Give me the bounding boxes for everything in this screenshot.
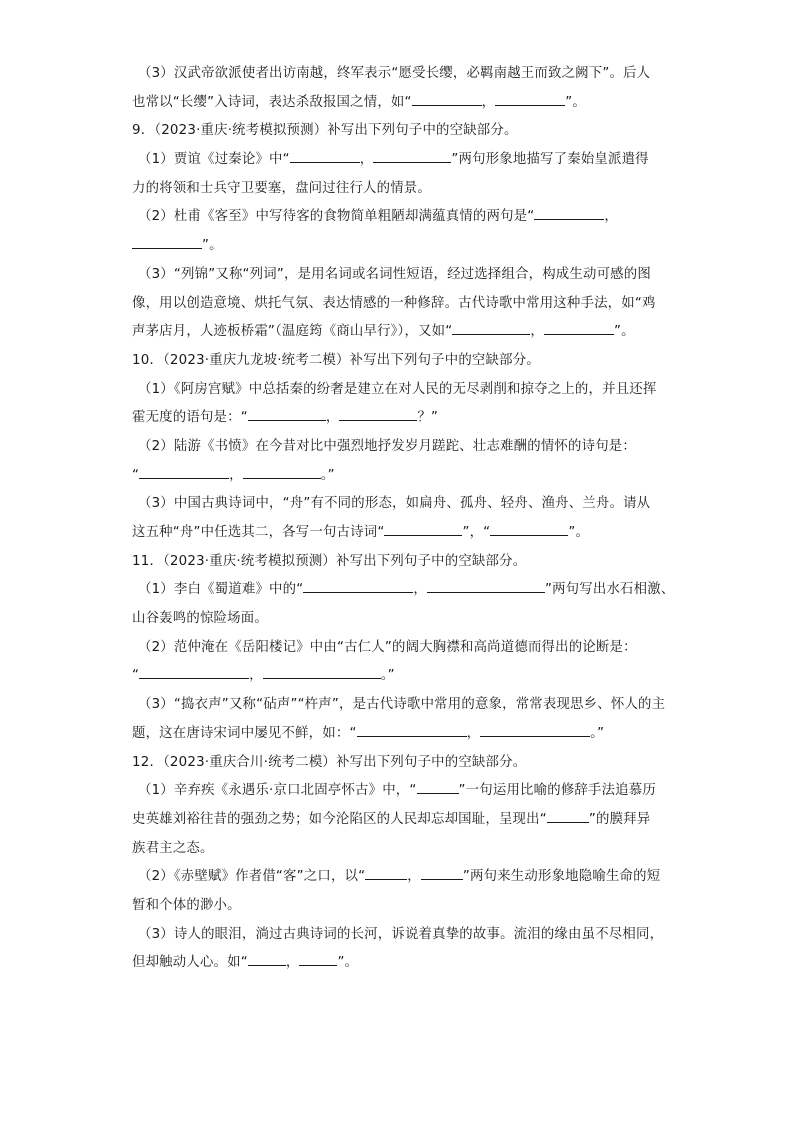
text: ， <box>413 582 427 598</box>
question-header: 11．（2023·重庆·统考模拟预测）补写出下列句子中的空缺部分。 <box>132 553 527 569</box>
text: （1）李白《蜀道难》中的“ <box>138 582 304 598</box>
answer-blank[interactable] <box>248 950 286 966</box>
q12-item2-line2 <box>132 892 662 921</box>
text: ， <box>285 955 300 971</box>
text: ”。 <box>613 324 635 340</box>
question-12-header <box>132 749 662 778</box>
q11-item3-line2 <box>132 720 662 749</box>
text: ”两句写出水石相激、 <box>544 582 675 598</box>
text: 题，这在唐诗宋词中屡见不鲜，如：“ <box>132 725 357 741</box>
answer-blank[interactable] <box>248 405 326 421</box>
text: （2）范仲淹在《岳阳楼记》中由“古仁人”的阔大胸襟和高尚道德而得出的论断是： <box>138 639 637 655</box>
q11-item1-line2 <box>132 605 662 634</box>
text: （3）中国古典诗词中，“舟”有不同的形态，如扁舟、孤舟、轻舟、渔舟、兰舟。请从 <box>138 496 651 512</box>
text: ”。 <box>568 525 590 540</box>
text: ， <box>325 410 340 426</box>
q10-item1-line2 <box>132 404 662 433</box>
q9-item1-line2 <box>132 175 662 204</box>
text: 。” <box>590 725 605 741</box>
text: 但却触动人心。如“ <box>132 955 248 971</box>
question-10-header <box>132 347 662 376</box>
text: （3）诗人的眼泪，淌过古典诗词的长河，诉说着真挚的故事。流泪的缘由虽不尽相同， <box>138 926 664 942</box>
q9-item2-line1 <box>132 203 662 232</box>
answer-blank[interactable] <box>384 520 462 536</box>
q12-item3-line2 <box>132 949 662 978</box>
text: （2）《赤壁赋》作者借“客”之口，以“ <box>138 869 366 885</box>
answer-blank[interactable] <box>139 463 229 479</box>
text: ， <box>481 94 496 110</box>
q11-item3-line1 <box>132 691 666 720</box>
text: ， <box>229 467 243 483</box>
q8-item3-line1 <box>132 60 662 89</box>
answer-blank[interactable] <box>452 319 530 335</box>
text: ”。 <box>565 94 586 110</box>
q11-item1-line1 <box>132 576 675 605</box>
text: 史英雄刘裕往昔的强劲之势；如今沦陷区的人民却忘却国耻，呈现出“ <box>132 811 547 827</box>
text: （1）辛弃疾《永遇乐·京口北固亭怀古》中，“ <box>138 783 417 799</box>
text: ， <box>530 324 544 340</box>
text: （1）《阿房宫赋》中总括秦的纷奢是建立在对人民的无尽剥削和掠夺之上的，并且还挥 <box>138 381 657 397</box>
text: ， <box>407 869 421 885</box>
answer-blank[interactable] <box>417 778 459 794</box>
answer-blank[interactable] <box>480 721 590 737</box>
text: ”。 <box>202 238 223 254</box>
answer-blank[interactable] <box>495 90 565 106</box>
text: 族君主之态。 <box>132 840 214 856</box>
text: （3）“列锦”又称“列词”，是用名词或名词性短语，经过选择组合，构成生动可感的图 <box>138 266 651 282</box>
answer-blank[interactable] <box>132 233 202 249</box>
text: ”。 <box>337 955 359 971</box>
text: ？” <box>417 410 439 426</box>
answer-blank[interactable] <box>427 577 545 593</box>
answer-blank[interactable] <box>534 204 604 220</box>
text: 。” <box>320 467 335 483</box>
text: ， <box>249 668 263 684</box>
answer-blank[interactable] <box>490 520 568 536</box>
text: （1）贾谊《过秦论》中“ <box>138 152 290 168</box>
q9-item1-line1 <box>132 146 662 175</box>
answer-blank[interactable] <box>544 319 614 335</box>
text: ”两句形象地描写了秦始皇派遣得 <box>451 152 649 168</box>
q12-item1-line3 <box>132 835 662 864</box>
answer-blank[interactable] <box>357 721 467 737</box>
question-9-header <box>132 117 662 146</box>
document-content <box>132 60 675 978</box>
text: ， <box>604 209 618 225</box>
text: 像，用以创造意境、烘托气氛、表达情感的一种修辞。古代诗歌中常用这种手法，如“鸡 <box>132 295 656 311</box>
q11-item2-line1 <box>132 634 662 663</box>
text: 暂和个体的渺小。 <box>132 897 241 913</box>
text: （2）杜甫《客至》中写待客的食物简单粗陋却满蕴真情的两句是“ <box>138 209 535 225</box>
text: “ <box>132 668 140 684</box>
text: 声茅店月，人迹板桥霜”（温庭筠《商山早行》），又如“ <box>132 324 453 340</box>
answer-blank[interactable] <box>373 147 451 163</box>
question-header: 10．（2023·重庆九龙坡·统考二模）补写出下列句子中的空缺部分。 <box>132 352 540 368</box>
text: （3）汉武帝欲派使者出访南越，终军表示“愿受长缨，必羁南越王而致之阙下”。后人 <box>138 66 651 81</box>
text: ”一句运用比喻的修辞手法追慕历 <box>458 783 656 799</box>
answer-blank[interactable] <box>139 663 249 679</box>
text: （3）“捣衣声”又称“砧声”“杵声”，是古代诗歌中常用的意象，常常表现思乡、怀人的主 <box>138 697 666 713</box>
answer-blank[interactable] <box>243 463 321 479</box>
text: ”，“ <box>462 525 491 540</box>
text: （2）陆游《书愤》在今昔对比中强烈地抒发岁月蹉跎、壮志难酬的情怀的诗句是： <box>138 438 636 454</box>
answer-blank[interactable] <box>263 663 381 679</box>
q10-item2-line1 <box>132 433 662 462</box>
question-header: 12．（2023·重庆合川·统考二模）补写出下列句子中的空缺部分。 <box>132 754 527 770</box>
question-11-header <box>132 548 662 577</box>
text: 也常以“长缨”入诗词，表达杀敌报国之情，如“ <box>132 94 412 110</box>
text: 这五种“舟”中任选其二，各写一句古诗词“ <box>132 525 385 540</box>
q9-item3-line3 <box>132 318 662 347</box>
q9-item3-line1 <box>132 261 662 290</box>
text: 山谷轰鸣的惊险场面。 <box>132 611 268 627</box>
text: 。” <box>380 668 395 684</box>
q12-item2-line1 <box>132 863 662 892</box>
q10-item3-line1 <box>132 490 662 519</box>
answer-blank[interactable] <box>412 90 482 106</box>
q10-item3-line2 <box>132 519 662 548</box>
answer-blank[interactable] <box>303 577 413 593</box>
text: 霍无度的语句是：“ <box>132 410 248 426</box>
q10-item1-line1 <box>132 376 662 405</box>
text: ”的膜拜异 <box>588 811 651 827</box>
text: ”两句来生动形象地隐喻生命的短 <box>462 869 661 885</box>
text: “ <box>132 467 140 483</box>
q9-item2-line2 <box>132 232 662 261</box>
text: ， <box>466 725 481 741</box>
answer-blank[interactable] <box>365 864 407 880</box>
text: ， <box>359 152 374 168</box>
q11-item2-line2 <box>132 662 662 691</box>
text: 力的将领和士兵守卫要塞，盘问过往行人的情景。 <box>132 180 431 196</box>
answer-blank[interactable] <box>547 807 589 823</box>
answer-blank[interactable] <box>421 864 463 880</box>
q12-item3-line1 <box>132 921 662 950</box>
question-header: 9．（2023·重庆·统考模拟预测）补写出下列句子中的空缺部分。 <box>132 123 518 139</box>
q8-item3-line2 <box>132 89 662 118</box>
answer-blank[interactable] <box>339 405 417 421</box>
answer-blank[interactable] <box>299 950 337 966</box>
q9-item3-line2 <box>132 290 662 319</box>
q12-item1-line2 <box>132 806 662 835</box>
q10-item2-line2 <box>132 462 662 491</box>
answer-blank[interactable] <box>290 147 360 163</box>
q12-item1-line1 <box>132 777 662 806</box>
